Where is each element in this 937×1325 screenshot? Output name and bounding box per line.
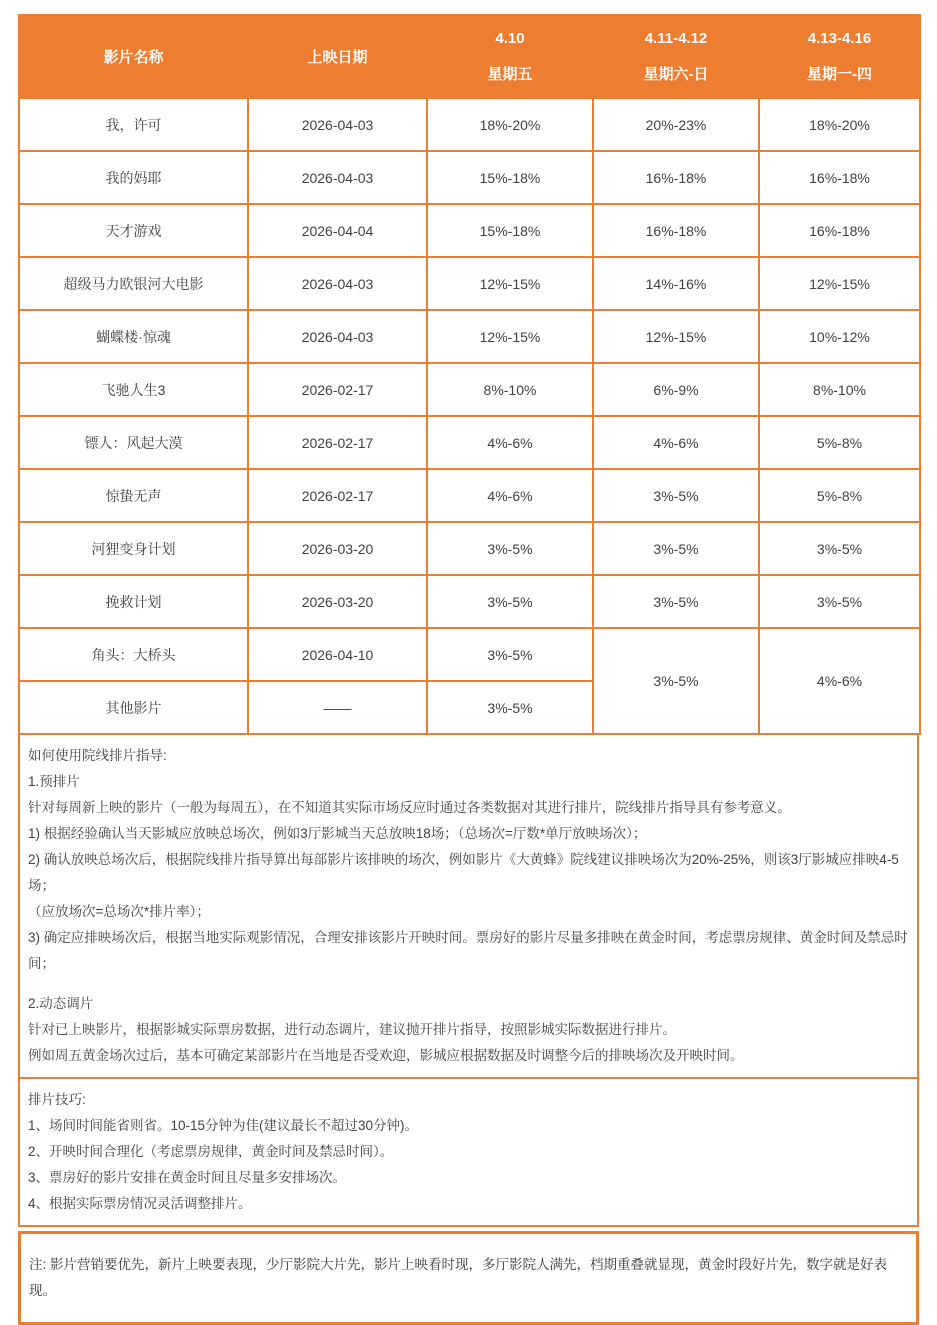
release-date-cell: —— — [248, 681, 427, 734]
friday-share-cell: 3%-5% — [427, 522, 593, 575]
weekday-share-cell: 18%-20% — [759, 98, 920, 151]
film-name-cell: 惊蛰无声 — [19, 469, 248, 522]
weekend-share-cell: 3%-5% — [593, 575, 759, 628]
weekend-share-cell: 3%-5% — [593, 628, 759, 734]
friday-share-cell: 15%-18% — [427, 151, 593, 204]
friday-share-cell: 4%-6% — [427, 416, 593, 469]
release-date-cell: 2026-03-20 — [248, 575, 427, 628]
guide-line: 2) 确认放映总场次后，根据院线排片指导算出每部影片该排映的场次，例如影片《大黄蜂》院线建议排映场次为20%-25%，则该3厅影城应排映4-5场； — [28, 852, 899, 893]
note-section — [18, 1231, 919, 1325]
film-schedule-table — [18, 14, 921, 735]
tip-item: 1、场间时间能省则省。10-15分钟为佳(建议最长不超过30分钟)。 — [28, 1118, 419, 1133]
release-date-cell: 2026-04-03 — [248, 98, 427, 151]
film-name-cell: 河狸变身计划 — [19, 522, 248, 575]
table-row — [19, 628, 920, 681]
weekend-share-cell: 3%-5% — [593, 522, 759, 575]
header-weekend — [593, 15, 759, 98]
tips-items — [28, 1113, 909, 1217]
table-row — [19, 363, 920, 416]
header-film-name: 影片名称 — [19, 15, 248, 98]
table-row — [19, 98, 920, 151]
film-name-cell: 挽救计划 — [19, 575, 248, 628]
release-date-cell: 2026-04-10 — [248, 628, 427, 681]
weekday-share-cell: 12%-15% — [759, 257, 920, 310]
header-weekend-dates: 4.11-4.12 — [644, 29, 708, 47]
weekday-share-cell: 16%-18% — [759, 151, 920, 204]
weekend-share-cell: 20%-23% — [593, 98, 759, 151]
header-friday — [427, 15, 593, 98]
film-name-cell: 我的妈耶 — [19, 151, 248, 204]
guide-line: 针对已上映影片，根据影城实际票房数据，进行动态调片，建议抛开排片指导，按照影城实际数据进行排片。 — [28, 1022, 676, 1037]
friday-share-cell: 3%-5% — [427, 628, 593, 681]
guide-section2-title: 2.动态调片 — [28, 996, 94, 1011]
header-row — [19, 15, 920, 98]
film-name-cell: 角头：大桥头 — [19, 628, 248, 681]
weekday-share-cell: 10%-12% — [759, 310, 920, 363]
guide-section2 — [28, 991, 909, 1069]
release-date-cell: 2026-02-17 — [248, 416, 427, 469]
header-weekend-days: 星期六-日 — [643, 65, 709, 83]
guide-line: 例如周五黄金场次过后，基本可确定某部影片在当地是否受欢迎，影城应根据数据及时调整今后的排映场次及开映时间。 — [28, 1048, 744, 1063]
weekend-share-cell: 3%-5% — [593, 469, 759, 522]
film-name-cell: 天才游戏 — [19, 204, 248, 257]
header-weekdays-days: 星期一-四 — [807, 65, 872, 83]
header-friday-dates: 4.10 — [495, 29, 525, 47]
release-date-cell: 2026-04-03 — [248, 310, 427, 363]
weekend-share-cell: 4%-6% — [593, 416, 759, 469]
friday-share-cell: 3%-5% — [427, 681, 593, 734]
friday-share-cell: 8%-10% — [427, 363, 593, 416]
weekday-share-cell: 5%-8% — [759, 416, 920, 469]
table-row — [19, 575, 920, 628]
table-row — [19, 151, 920, 204]
header-weekdays — [759, 15, 920, 98]
film-name-cell: 镖人：风起大漠 — [19, 416, 248, 469]
guide-line: 3) 确定应排映场次后，根据当地实际观影情况，合理安排该影片开映时间。票房好的影片尽量多排映在黄金时间，考虑票房规律、黄金时间及禁忌时间； — [28, 930, 908, 971]
weekday-share-cell: 3%-5% — [759, 522, 920, 575]
tip-item: 2、开映时间合理化（考虑票房规律，黄金时间及禁忌时间）。 — [28, 1144, 394, 1159]
table-row — [19, 257, 920, 310]
film-name-cell: 我，许可 — [19, 98, 248, 151]
header-weekdays-dates: 4.13-4.16 — [807, 29, 872, 47]
release-date-cell: 2026-02-17 — [248, 363, 427, 416]
friday-share-cell: 12%-15% — [427, 257, 593, 310]
film-table-body — [19, 98, 920, 734]
table-row — [19, 310, 920, 363]
film-name-cell: 蝴蝶楼·惊魂 — [19, 310, 248, 363]
table-row — [19, 522, 920, 575]
friday-share-cell: 18%-20% — [427, 98, 593, 151]
guide-section2-lines — [28, 1017, 909, 1069]
table-row — [19, 416, 920, 469]
note-text: 注: 影片营销要优先，新片上映要表现，少厅影院大片先，影片上映看时现，多厅影院人满先，档期重叠就显现，黄金时段好片先，数字就是好表现。 — [29, 1257, 887, 1298]
weekday-share-cell: 3%-5% — [759, 575, 920, 628]
weekend-share-cell: 14%-16% — [593, 257, 759, 310]
weekday-share-cell: 5%-8% — [759, 469, 920, 522]
weekend-share-cell: 6%-9% — [593, 363, 759, 416]
friday-share-cell: 3%-5% — [427, 575, 593, 628]
weekend-share-cell: 16%-18% — [593, 204, 759, 257]
tips-title: 排片技巧: — [28, 1092, 86, 1107]
film-name-cell: 超级马力欧银河大电影 — [19, 257, 248, 310]
table-row — [19, 204, 920, 257]
table-header — [19, 15, 920, 98]
friday-share-cell: 4%-6% — [427, 469, 593, 522]
release-date-cell: 2026-03-20 — [248, 522, 427, 575]
weekday-share-cell: 4%-6% — [759, 628, 920, 734]
weekend-share-cell: 12%-15% — [593, 310, 759, 363]
guide-section — [18, 733, 919, 1079]
weekday-share-cell: 16%-18% — [759, 204, 920, 257]
release-date-cell: 2026-04-03 — [248, 257, 427, 310]
tip-item: 3、票房好的影片安排在黄金时间且尽量多安排场次。 — [28, 1170, 347, 1185]
friday-share-cell: 15%-18% — [427, 204, 593, 257]
table-row — [19, 469, 920, 522]
guide-line: （应放场次=总场次*排片率）； — [28, 904, 210, 919]
weekend-share-cell: 16%-18% — [593, 151, 759, 204]
guide-line: 1) 根据经验确认当天影城应放映总场次，例如3厅影城当天总放映18场；（总场次=厅数*单厅放映场次）； — [28, 826, 647, 841]
release-date-cell: 2026-04-03 — [248, 151, 427, 204]
guide-title: 如何使用院线排片指导: — [28, 748, 167, 763]
header-friday-days: 星期五 — [487, 65, 533, 83]
release-date-cell: 2026-02-17 — [248, 469, 427, 522]
guide-section1-title: 1.预排片 — [28, 774, 80, 789]
friday-share-cell: 12%-15% — [427, 310, 593, 363]
tips-section — [18, 1077, 919, 1227]
header-release-date: 上映日期 — [248, 15, 427, 98]
weekday-share-cell: 8%-10% — [759, 363, 920, 416]
tip-item: 4、根据实际票房情况灵活调整排片。 — [28, 1196, 252, 1211]
guide-line: 针对每周新上映的影片（一般为每周五），在不知道其实际市场反应时通过各类数据对其进行排片，院线排片指导具有参考意义。 — [28, 800, 791, 815]
release-date-cell: 2026-04-04 — [248, 204, 427, 257]
film-name-cell: 飞驰人生3 — [19, 363, 248, 416]
film-name-cell: 其他影片 — [19, 681, 248, 734]
guide-section1-lines — [28, 795, 909, 977]
